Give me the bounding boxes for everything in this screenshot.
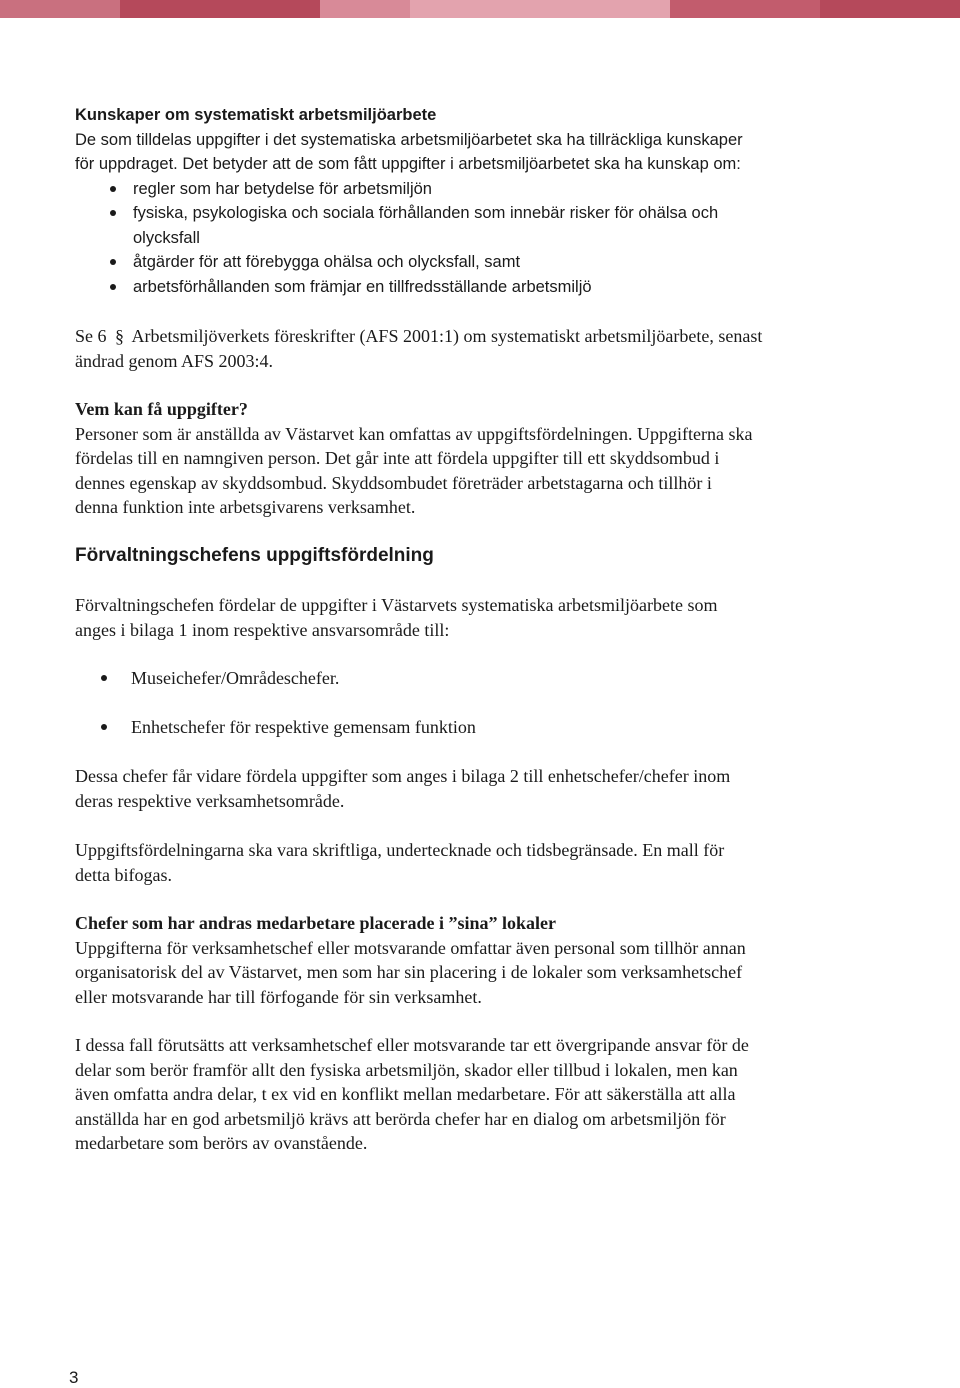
bullet-icon	[110, 186, 116, 192]
page-title: Förvaltningschefens uppgiftsfördelning	[75, 545, 434, 566]
paragraph-line: De som tilldelas uppgifter i det systematiska arbetsmiljöarbetet ska ha tillräckliga kunskaper	[75, 130, 743, 149]
band-segment	[120, 0, 320, 18]
bullet-icon	[110, 284, 116, 290]
list-item-continuation: olycksfall	[133, 228, 200, 247]
paragraph-line: Personer som är anställda av Västarvet kan omfattas av uppgiftsfördelningen. Uppgifterna ska	[75, 423, 753, 444]
band-segment	[410, 0, 670, 18]
paragraph-line: denna funktion inte arbetsgivarens verksamhet.	[75, 497, 416, 517]
paragraph-line: Se 6 § Arbetsmiljöverkets föreskrifter (AFS 2001:1) om systematiskt arbetsmiljöarbete, senast	[75, 326, 763, 346]
knowledge-list	[75, 177, 895, 300]
paragraph: I dessa fall förutsätts att verksamhetschef eller motsvarande tar ett övergripande ansvar för de delar som berör framför allt den fysiska arbetsmiljön, skador eller tillbud i lokalen, men kan även omfatta andra delar, t ex vid en konflikt mellan medarbetare. För att säkerställa att alla anställda har en god arbetsmiljö krävs att berörda chefer har en dialog om arbetsmiljön för medarbetare som berörs av ovanstående.	[75, 1035, 749, 1153]
band-segment	[0, 0, 120, 18]
paragraph: Förvaltningschefen fördelar de uppgifter i Västarvets systematiska arbetsmiljöarbete som anges i bilaga 1 inom respektive ansvarsområde till:	[75, 595, 718, 640]
section-other-staff: Chefer som har andras medarbetare placerade i ”sina” lokaler Uppgifterna för verksamhetschef eller motsvarande omfattar även personal som tillhör annan organisatorisk del av Västarvet, men som har sin placering i de lokaler som verksamhetschef eller motsvarande har till förfogande för sin verksamhet.	[75, 911, 895, 1009]
decorative-top-band	[0, 0, 960, 18]
band-segment	[670, 0, 820, 18]
list-item: Enhetschefer för respektive gemensam funktion	[75, 715, 895, 740]
manager-list	[75, 666, 895, 691]
band-segment	[820, 0, 960, 18]
list-item: Museichefer/Områdeschefer.	[75, 666, 895, 691]
paragraph: Dessa chefer får vidare fördela uppgifter som anges i bilaga 2 till enhetschefer/chefer inom deras respektive verksamhetsområde.	[75, 766, 731, 811]
list-item: regler som har betydelse för arbetsmiljön	[75, 177, 895, 202]
paragraph: Uppgiftsfördelningarna ska vara skriftliga, undertecknade och tidsbegränsade. En mall för detta bifogas.	[75, 840, 725, 885]
section-systematic-knowledge	[75, 103, 895, 299]
page-number: 3	[69, 1368, 79, 1387]
list-item: åtgärder för att förebygga ohälsa och olycksfall, samt	[75, 250, 895, 275]
bullet-icon	[110, 259, 116, 265]
list-item: fysiska, psykologiska och sociala förhållanden som innebär risker för ohälsa och	[75, 201, 895, 226]
section-heading: Vem kan få uppgifter?	[75, 399, 248, 419]
manager-list	[75, 715, 895, 740]
paragraph-line: dennes egenskap av skyddsombud. Skyddsombudet företräder arbetstagarna och tillhör i	[75, 472, 712, 493]
bullet-icon	[101, 675, 107, 681]
section-who-can-receive	[75, 397, 895, 520]
paragraph-line: ändrad genom AFS 2003:4.	[75, 350, 273, 371]
bullet-icon	[110, 210, 116, 216]
section-symbol: §	[115, 326, 124, 346]
paragraph-line: för uppdraget. Det betyder att de som fått uppgifter i arbetsmiljöarbetet ska ha kunskap om:	[75, 155, 741, 173]
section-heading: Kunskaper om systematiskt arbetsmiljöarbete	[75, 106, 437, 124]
band-segment	[320, 0, 410, 18]
section-heading: Chefer som har andras medarbetare placerade i ”sina” lokaler	[75, 913, 556, 933]
list-item: arbetsförhållanden som främjar en tillfredsställande arbetsmiljö	[75, 275, 895, 300]
reference-paragraph	[75, 324, 895, 373]
bullet-icon	[101, 724, 107, 730]
paragraph-line: fördelas till en namngiven person. Det går inte att fördela uppgifter till ett skyddsombud i	[75, 448, 720, 468]
